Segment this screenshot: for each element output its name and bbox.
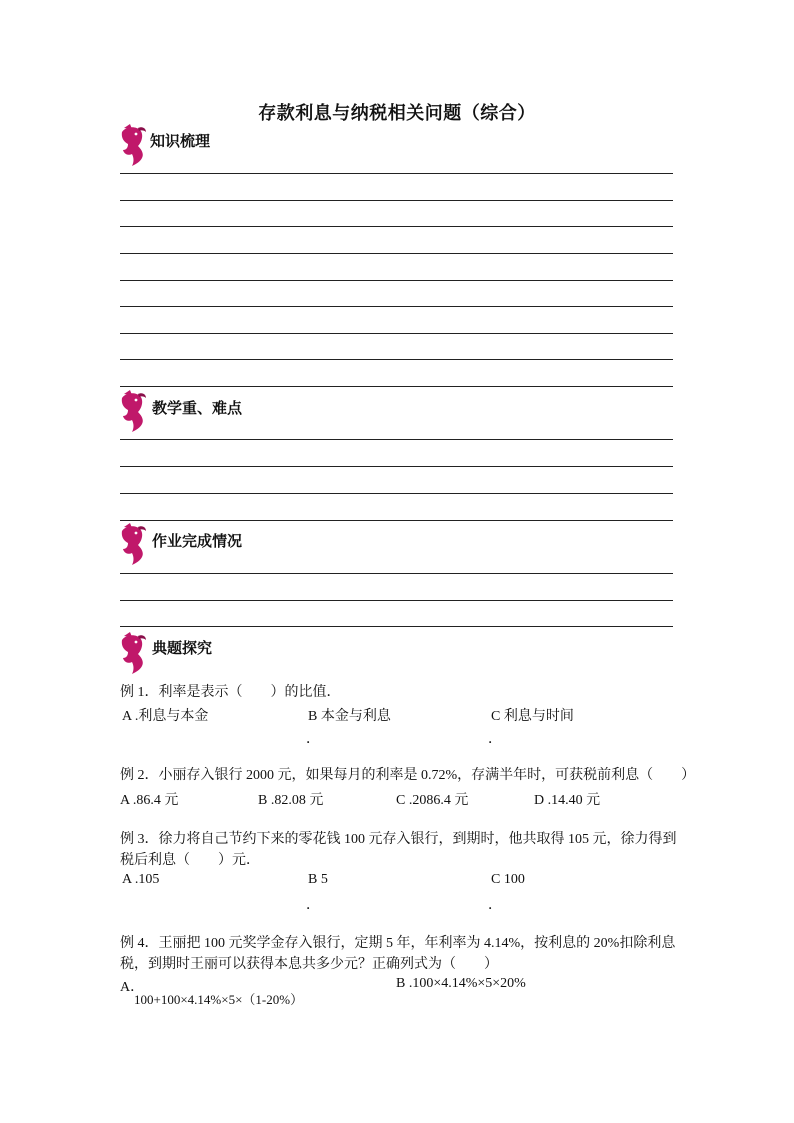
- question-4-stem-line-1: 例 4．王丽把 100 元奖学金存入银行，定期 5 年，年利率为 4.14%，按利息的 20%扣除利息: [120, 936, 676, 951]
- writing-line: [120, 226, 673, 227]
- writing-line: [120, 280, 673, 281]
- question-1-option-b: B 本金与利息: [308, 709, 391, 724]
- question-2-stem: 例 2．小丽存入银行 2000 元，如果每月的利率是 0.72%，存满半年时，可获税前利息（ ）: [120, 768, 696, 783]
- question-3-mark: ．: [488, 898, 502, 913]
- question-1-option-c: C 利息与时间: [491, 709, 574, 724]
- question-2-option-d: D .14.40 元: [534, 793, 601, 808]
- dolphin-icon: [118, 523, 148, 567]
- writing-line: [120, 600, 673, 601]
- section-homework-heading: 作业完成情况: [152, 532, 243, 550]
- writing-line: [120, 253, 673, 254]
- question-2-option-a: A .86.4 元: [120, 793, 179, 808]
- question-3-option-b: B 5: [308, 872, 328, 887]
- writing-line: [120, 520, 673, 521]
- question-1-mark: ．: [488, 732, 502, 747]
- question-4-option-b: B .100×4.14%×5×20%: [396, 976, 526, 991]
- section-keypoints-heading: 教学重、难点: [152, 399, 243, 417]
- writing-line: [120, 493, 673, 494]
- section-examples-heading: 典题探究: [152, 639, 213, 657]
- writing-line: [120, 626, 673, 627]
- question-4-option-a-label: A．: [120, 980, 145, 995]
- question-1-stem: 例 1．利率是表示（ ）的比值．: [120, 685, 341, 700]
- dolphin-icon: [118, 632, 148, 676]
- question-3-stem-line-1: 例 3．徐力将自己节约下来的零花钱 100 元存入银行，到期时，他共取得 105 元，徐力得到: [120, 832, 677, 847]
- question-3-option-c: C 100: [491, 872, 525, 887]
- writing-line: [120, 386, 673, 387]
- dolphin-icon: [118, 390, 148, 434]
- question-4-stem-line-2: 税，到期时王丽可以获得本息共多少元？正确列式为（ ）: [120, 957, 498, 972]
- writing-line: [120, 466, 673, 467]
- question-1-option-a: A .利息与本金: [122, 709, 209, 724]
- writing-line: [120, 306, 673, 307]
- page-title: 存款利息与纳税相关问题（综合）: [258, 103, 536, 124]
- writing-line: [120, 333, 673, 334]
- question-3-option-a: A .105: [122, 872, 160, 887]
- writing-line: [120, 359, 673, 360]
- writing-line: [120, 173, 673, 174]
- writing-line: [120, 573, 673, 574]
- section-knowledge-heading: 知识梳理: [150, 132, 211, 150]
- writing-line: [120, 439, 673, 440]
- question-4-option-a-expression: 100+100×4.14%×5×（1-20%）: [134, 992, 304, 1007]
- question-2-option-c: C .2086.4 元: [396, 793, 469, 808]
- question-1-mark: ．: [306, 732, 320, 747]
- question-3-mark: ．: [306, 898, 320, 913]
- writing-line: [120, 200, 673, 201]
- question-2-option-b: B .82.08 元: [258, 793, 324, 808]
- question-3-stem-line-2: 税后利息（ ）元．: [120, 853, 260, 868]
- dolphin-icon: [118, 124, 148, 168]
